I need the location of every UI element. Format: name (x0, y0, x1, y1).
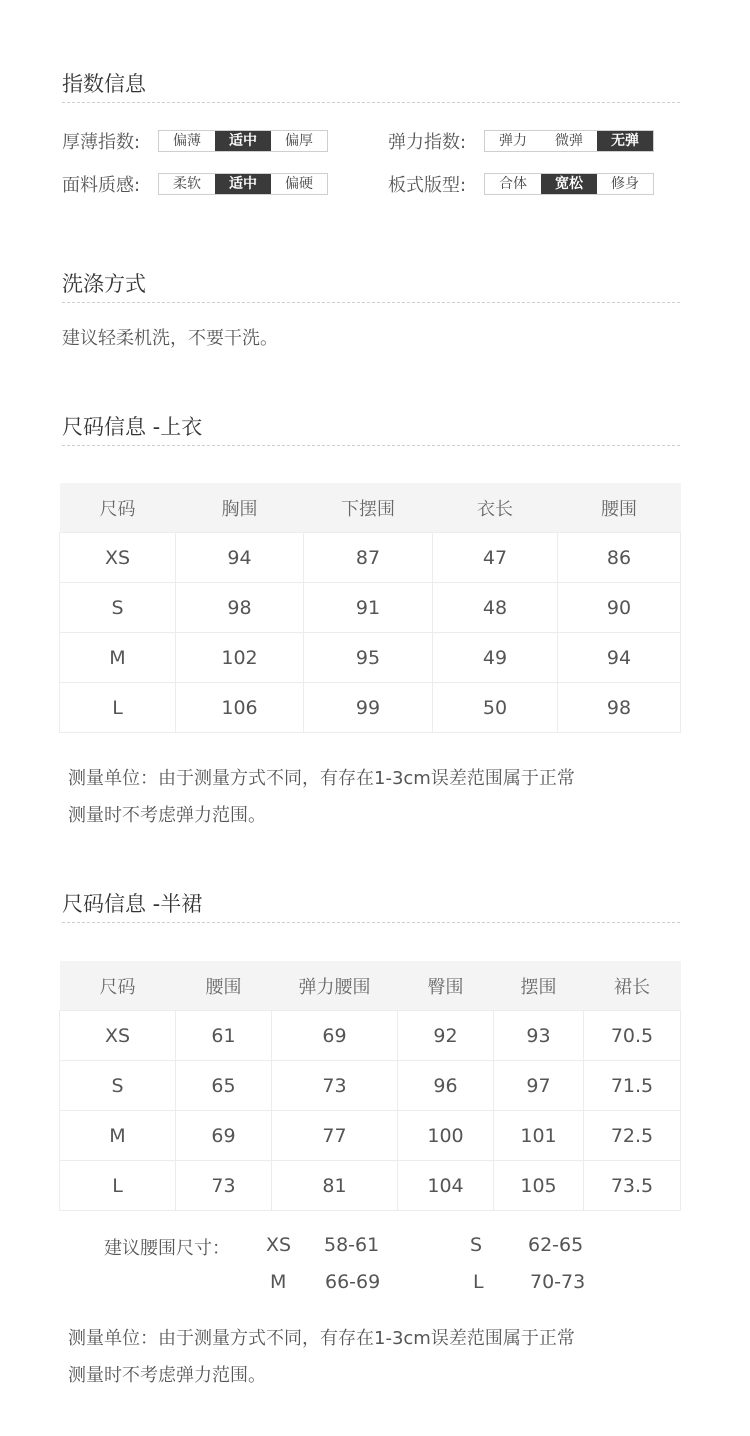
table-header-row (60, 961, 681, 1011)
table-cell: 81 (272, 1161, 398, 1211)
note-line: 测量单位：由于测量方式不同，有存在1-3cm误差范围属于正常 (68, 768, 575, 789)
table-cell: XS (60, 1011, 176, 1061)
table-cell: 69 (176, 1111, 272, 1161)
column-header: 腰围 (558, 483, 681, 533)
index-label: 面料质感: (62, 175, 141, 196)
skirt-size-section-title: 尺码信息 -半裙 (62, 888, 680, 923)
option-loose: 宽松 (541, 174, 597, 194)
index-row-fit (388, 171, 654, 197)
index-row-elasticity (388, 128, 654, 154)
option-slight-elastic: 微弹 (541, 131, 597, 151)
texture-selector (158, 173, 328, 195)
index-section-title: 指数信息 (62, 68, 680, 103)
index-label: 厚薄指数: (62, 132, 141, 153)
table-header-row (60, 483, 681, 533)
thickness-selector (158, 130, 328, 152)
option-thin: 偏薄 (159, 131, 215, 151)
elasticity-selector (484, 130, 654, 152)
table-cell: 98 (176, 583, 304, 633)
table-cell: 73 (272, 1061, 398, 1111)
table-cell: L (60, 1161, 176, 1211)
waist-range: 62-65 (528, 1234, 584, 1256)
table-cell: 48 (433, 583, 558, 633)
table-cell: 71.5 (584, 1061, 681, 1111)
waist-range: 58-61 (324, 1234, 380, 1256)
table-cell: 92 (398, 1011, 494, 1061)
table-cell: 70.5 (584, 1011, 681, 1061)
wash-section-title: 洗涤方式 (62, 268, 680, 303)
note-line: 测量单位：由于测量方式不同，有存在1-3cm误差范围属于正常 (68, 1328, 575, 1349)
index-row-texture (62, 171, 328, 197)
skirt-size-table (59, 961, 681, 1211)
table-cell: 102 (176, 633, 304, 683)
suggested-waist-label: 建议腰围尺寸： (104, 1238, 230, 1259)
waist-size: L (473, 1271, 484, 1293)
column-header: 腰围 (176, 961, 272, 1011)
note-line: 测量时不考虑弹力范围。 (68, 805, 266, 826)
table-cell: 69 (272, 1011, 398, 1061)
table-cell: L (60, 683, 176, 733)
table-cell: 73.5 (584, 1161, 681, 1211)
table-cell: 77 (272, 1111, 398, 1161)
table-cell: 65 (176, 1061, 272, 1111)
waist-size: S (470, 1234, 483, 1256)
option-thick: 偏厚 (271, 131, 327, 151)
table-cell: 97 (494, 1061, 584, 1111)
waist-range: 66-69 (325, 1271, 381, 1293)
table-cell: 94 (176, 533, 304, 583)
table-cell: 100 (398, 1111, 494, 1161)
table-cell: 95 (304, 633, 433, 683)
option-elastic: 弹力 (485, 131, 541, 151)
waist-range: 70-73 (530, 1271, 586, 1293)
option-soft: 柔软 (159, 174, 215, 194)
waist-size: M (270, 1271, 287, 1293)
table-cell: 90 (558, 583, 681, 633)
table-cell: 94 (558, 633, 681, 683)
table-cell: 91 (304, 583, 433, 633)
table-row (60, 1111, 681, 1161)
table-cell: 50 (433, 683, 558, 733)
table-cell: 105 (494, 1161, 584, 1211)
column-header: 裙长 (584, 961, 681, 1011)
table-row (60, 1011, 681, 1061)
table-cell: 49 (433, 633, 558, 683)
note-line: 测量时不考虑弹力范围。 (68, 1365, 266, 1386)
table-row (60, 683, 681, 733)
option-medium: 适中 (215, 131, 271, 151)
table-cell: M (60, 1111, 176, 1161)
table-cell: 73 (176, 1161, 272, 1211)
option-slim: 修身 (597, 174, 653, 194)
table-cell: 61 (176, 1011, 272, 1061)
table-cell: 106 (176, 683, 304, 733)
table-row (60, 1061, 681, 1111)
table-row (60, 533, 681, 583)
table-row (60, 1161, 681, 1211)
column-header: 臀围 (398, 961, 494, 1011)
top-measurement-note (68, 760, 688, 834)
index-label: 板式版型: (388, 175, 467, 196)
table-cell: 96 (398, 1061, 494, 1111)
column-header: 衣长 (433, 483, 558, 533)
table-cell: 101 (494, 1111, 584, 1161)
table-row (60, 583, 681, 633)
table-cell: 104 (398, 1161, 494, 1211)
column-header: 尺码 (60, 483, 176, 533)
wash-instructions: 建议轻柔机洗，不要干洗。 (62, 328, 278, 349)
table-cell: 87 (304, 533, 433, 583)
option-fitted: 合体 (485, 174, 541, 194)
fit-selector (484, 173, 654, 195)
option-stiff: 偏硬 (271, 174, 327, 194)
index-label: 弹力指数: (388, 132, 467, 153)
option-medium: 适中 (215, 174, 271, 194)
table-cell: 98 (558, 683, 681, 733)
column-header: 弹力腰围 (272, 961, 398, 1011)
table-cell: XS (60, 533, 176, 583)
top-size-section-title: 尺码信息 -上衣 (62, 411, 680, 446)
table-cell: M (60, 633, 176, 683)
table-row (60, 633, 681, 683)
table-cell: 72.5 (584, 1111, 681, 1161)
table-cell: 93 (494, 1011, 584, 1061)
index-row-thickness (62, 128, 328, 154)
table-cell: S (60, 1061, 176, 1111)
table-cell: S (60, 583, 176, 633)
top-size-table (59, 483, 681, 733)
option-no-elastic: 无弹 (597, 131, 653, 151)
table-cell: 99 (304, 683, 433, 733)
table-cell: 47 (433, 533, 558, 583)
column-header: 摆围 (494, 961, 584, 1011)
column-header: 下摆围 (304, 483, 433, 533)
waist-size: XS (266, 1234, 292, 1256)
skirt-measurement-note (68, 1320, 688, 1394)
table-cell: 86 (558, 533, 681, 583)
column-header: 胸围 (176, 483, 304, 533)
column-header: 尺码 (60, 961, 176, 1011)
